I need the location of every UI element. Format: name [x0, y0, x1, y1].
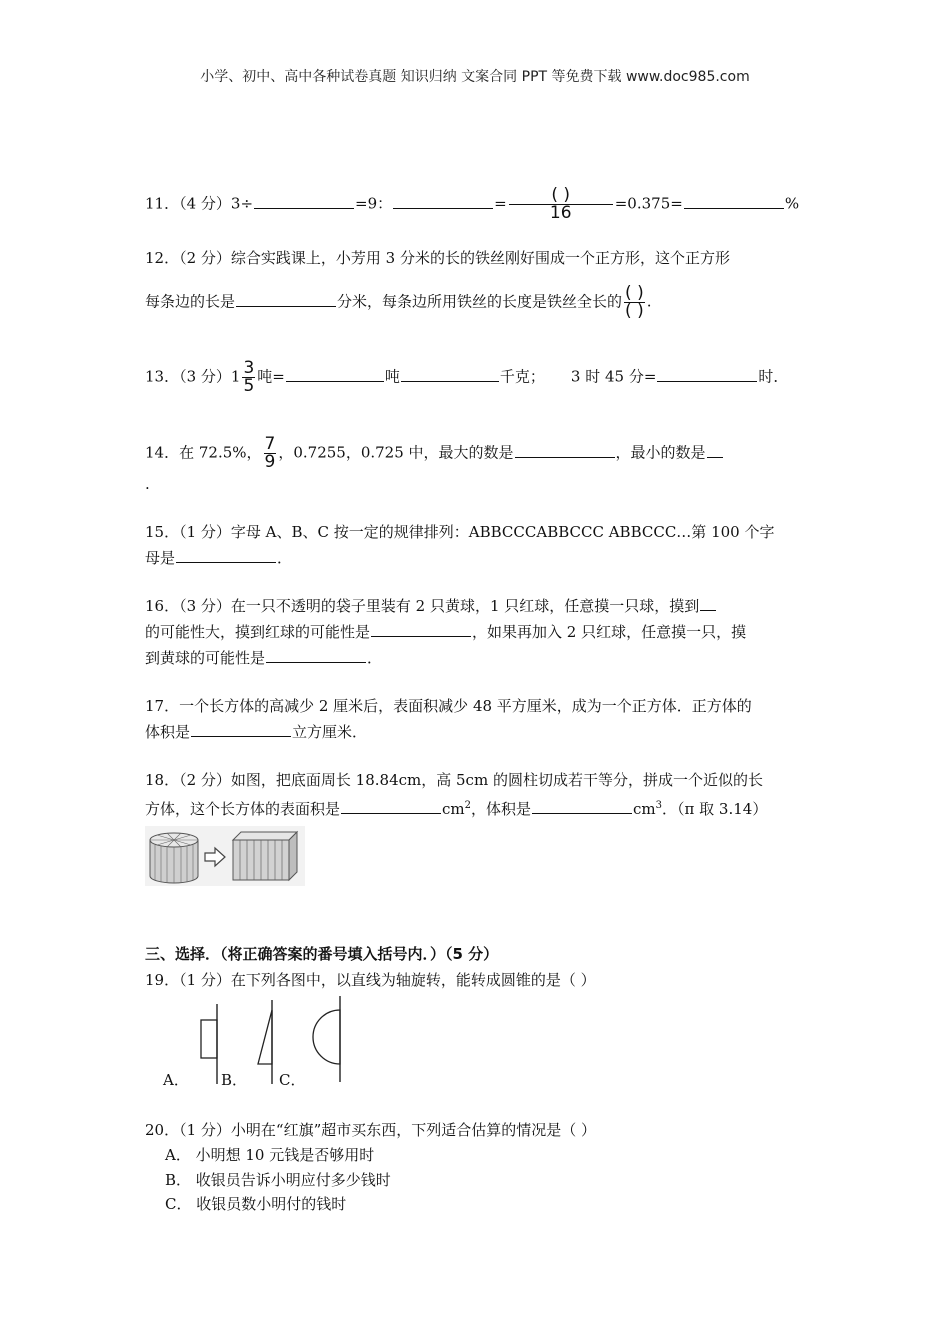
q13-text: 1: [230, 367, 241, 386]
q15-text: ．: [277, 549, 293, 567]
q12-number: 12．: [145, 249, 180, 267]
q14-blank-2[interactable]: [707, 443, 723, 458]
q13-frac-num: 3: [243, 358, 255, 378]
q18-blank-2[interactable]: [532, 799, 632, 814]
q17-number: 17．: [145, 697, 180, 715]
q19-option-c[interactable]: C．: [279, 1071, 306, 1089]
q11-blank-1[interactable]: [254, 194, 354, 209]
q16-blank-1[interactable]: [700, 596, 716, 611]
q12-fraction[interactable]: [624, 285, 645, 320]
q18-text: ．（π 取 3.14）: [662, 800, 768, 818]
q12-text: .: [646, 292, 652, 311]
q16-number: 16．: [145, 597, 180, 615]
question-16-line-1: [145, 596, 717, 616]
q18-superscript: 2: [464, 800, 472, 811]
q13-blank-3[interactable]: [657, 367, 757, 382]
q19-option-b[interactable]: B．: [221, 1071, 248, 1089]
question-19: [145, 970, 596, 990]
q13-frac-den: 5: [243, 376, 255, 396]
q16-text: ．: [367, 649, 383, 667]
q20-text: 小明在“红旗”超市买东西，下列适合估算的情况是（ ）: [230, 1121, 597, 1139]
q12-text: 综合实践课上，小芳用 3 分米的长的铁丝刚好围成一个正方形，这个正方形: [230, 249, 730, 267]
cuboid-shape: [233, 832, 297, 880]
q19-text: 在下列各图中，以直线为轴旋转，能转成圆锥的是（ ）: [230, 971, 596, 989]
q13-text: 吨=: [257, 367, 285, 386]
q20-number: 20．: [145, 1121, 180, 1139]
q20-score: （1 分）: [179, 1121, 231, 1139]
q17-text: 立方厘米．: [292, 723, 368, 741]
figure-b-triangle: [258, 1000, 272, 1084]
q13-blank-1[interactable]: [286, 367, 384, 382]
q12-text: 分米，每条边所用铁丝的长度是铁丝全长的: [337, 292, 623, 311]
q11-score: （4 分）: [179, 194, 231, 213]
q16-text: 在一只不透明的袋子里装有 2 只黄球，1 只红球，任意摸一只球，摸到: [230, 597, 700, 615]
q15-text: 字母 A、B、C 按一定的规律排列：ABBCCCABBCCC ABBCCC…第 100 个字: [230, 523, 775, 541]
q20-option-b[interactable]: B． 收银员告诉小明应付多少钱时: [165, 1171, 391, 1189]
q11-frac-den: 16: [509, 204, 613, 222]
q14-frac-num: 7: [264, 434, 276, 454]
question-18-line-2: [145, 796, 767, 819]
q14-text: ，0.7255，0.725 中，最大的数是: [278, 443, 514, 462]
q19-number: 19．: [145, 971, 180, 989]
q11-blank-3[interactable]: [684, 194, 784, 209]
q16-text: 的可能性大，摸到红球的可能性是: [145, 623, 371, 641]
q13-text: 3 时 45 分=: [570, 367, 657, 386]
q12-text: 每条边的长是: [145, 292, 236, 311]
q16-score: （3 分）: [179, 597, 231, 615]
question-16-line-3: [145, 648, 382, 668]
q11-blank-2[interactable]: [393, 194, 493, 209]
q18-text: 如图，把底面周长 18.84cm，高 5cm 的圆柱切成若干等分，拼成一个近似的长: [230, 771, 763, 789]
q14-text: ，最小的数是: [615, 443, 706, 462]
question-11: [145, 187, 799, 222]
question-17-line-1: [145, 696, 752, 716]
q14-fraction: [264, 436, 277, 471]
q12-frac-den: ( ): [625, 301, 644, 321]
q20-option-c[interactable]: C． 收银员数小明付的钱时: [165, 1195, 347, 1213]
q11-frac-num[interactable]: ( ): [551, 185, 571, 205]
q12-blank-1[interactable]: [236, 292, 336, 307]
q14-blank-1[interactable]: [515, 443, 615, 458]
q11-text: 3÷: [230, 194, 254, 213]
q17-text: 一个长方体的高减少 2 厘米后，表面积减少 48 平方厘米，成为一个正方体．正方体的: [179, 697, 752, 715]
question-20: [145, 1120, 596, 1140]
q14-number: 14．: [145, 443, 180, 462]
q18-blank-1[interactable]: [341, 799, 441, 814]
q11-fraction: [509, 187, 613, 222]
q13-blank-2[interactable]: [401, 367, 499, 382]
q11-text: =0.375=: [614, 194, 683, 213]
cylinder-shape: [150, 833, 198, 883]
q16-text: ，如果再加入 2 只红球，任意摸一只，摸: [472, 623, 747, 641]
q20-option-a[interactable]: A． 小明想 10 元钱是否够用时: [165, 1146, 375, 1164]
q12-score: （2 分）: [179, 249, 231, 267]
q16-blank-2[interactable]: [371, 622, 471, 637]
q17-text: 体积是: [145, 723, 191, 741]
q14-text: 在 72.5%，: [179, 443, 262, 462]
q14-frac-den: 9: [264, 452, 276, 472]
q15-score: （1 分）: [179, 523, 231, 541]
q13-text: 吨: [384, 367, 400, 386]
q15-number: 15．: [145, 523, 180, 541]
q11-text: =: [494, 194, 507, 213]
question-15-line-2: [145, 548, 292, 568]
question-15-line-1: [145, 522, 774, 542]
q18-superscript: 3: [655, 800, 663, 811]
question-18-line-1: [145, 770, 763, 790]
q18-number: 18．: [145, 771, 180, 789]
q15-text: 母是: [145, 549, 176, 567]
cylinder-to-cuboid-figure: [145, 826, 305, 886]
q11-number: 11．: [145, 194, 180, 213]
q13-text: 千克；: [499, 367, 545, 386]
question-17-line-2: [145, 722, 367, 742]
q18-text: ，体积是: [471, 800, 532, 818]
question-14: [145, 436, 724, 471]
figure-c-semicircle: [313, 996, 340, 1082]
q15-blank-1[interactable]: [176, 548, 276, 563]
q11-text: =9：: [355, 194, 393, 213]
q13-text: 时．: [758, 367, 789, 386]
q19-score: （1 分）: [179, 971, 231, 989]
q18-text: cm: [633, 800, 656, 818]
q16-blank-3[interactable]: [266, 648, 366, 663]
page-header: 小学、初中、高中各种试卷真题 知识归纳 文案合同 PPT 等免费下载 www.doc985.com: [200, 69, 750, 85]
q14-line-2: .: [145, 475, 150, 493]
q11-text: %: [784, 194, 800, 213]
figure-a-rectangle: [201, 1004, 217, 1084]
q18-score: （2 分）: [179, 771, 231, 789]
q12-frac-num: ( ): [625, 283, 644, 303]
q13-fraction: [242, 360, 255, 395]
q17-blank-1[interactable]: [191, 722, 291, 737]
q13-score: （3 分）: [179, 367, 231, 386]
q13-number: 13．: [145, 367, 180, 386]
question-12-line-2: [145, 285, 651, 320]
section-3-title: 三、选择．（将正确答案的番号填入括号内．）（5 分）: [145, 945, 499, 963]
q18-text: cm: [442, 800, 465, 818]
question-16-line-2: [145, 622, 746, 642]
q16-text: 到黄球的可能性是: [145, 649, 266, 667]
question-13: [145, 360, 788, 395]
q18-text: 方体，这个长方体的表面积是: [145, 800, 341, 818]
question-12-line-1: [145, 248, 730, 268]
q19-option-a[interactable]: A．: [163, 1071, 189, 1089]
